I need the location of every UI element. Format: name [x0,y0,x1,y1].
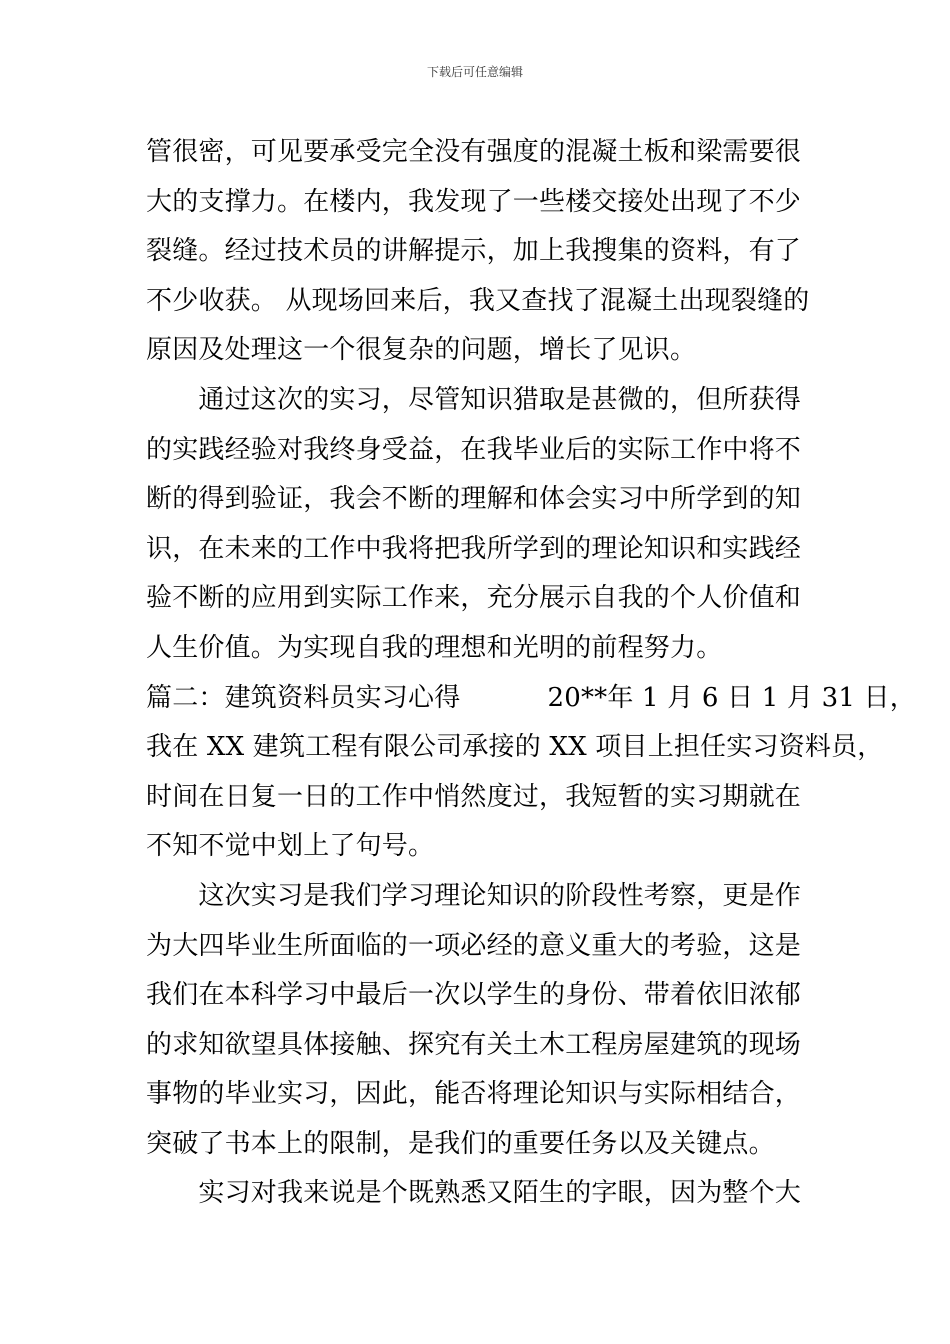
text-line: 实习对我来说是个既熟悉又陌生的字眼，因为整个大 [146,1178,802,1209]
text-line: 人生价值。为实现自我的理想和光明的前程努力。 [146,632,723,663]
text-line: 这次实习是我们学习理论知识的阶段性考察，更是作 [146,880,802,911]
header-note: 下载后可任意编辑 [426,65,523,79]
text-line: 断的得到验证，我会不断的理解和体会实习中所学到的知 [146,484,802,515]
text-line: 我们在本科学习中最后一次以学生的身份、带着依旧浓郁 [146,980,802,1011]
text-line: 时间在日复一日的工作中悄然度过，我短暂的实习期就在 [146,781,802,812]
text-line: 管很密，可见要承受完全没有强度的混凝土板和梁需要很 [146,137,802,167]
text-line: 识，在未来的工作中我将把我所学到的理论知识和实践经 [146,533,802,564]
text-line: 我在 XX 建筑工程有限公司承接的 XX 项目上担任实习资料员， [146,732,884,763]
text-line: 突破了书本上的限制，是我们的重要任务以及关键点。 [146,1128,775,1159]
text-line: 的实践经验对我终身受益，在我毕业后的实际工作中将不 [146,434,802,465]
text-line: 裂缝。经过技术员的讲解提示，加上我搜集的资料，有了 [146,236,802,267]
text-line: 大的支撑力。在楼内，我发现了一些楼交接处出现了不少 [146,186,802,217]
section-heading-line: 篇二：建筑资料员实习心得 20**年 1 月 6 日 1 月 31 日， [146,682,916,713]
text-line: 不知不觉中划上了句号。 [146,831,435,862]
text-line: 原因及处理这一个很复杂的问题，增长了见识。 [146,335,697,366]
text-line: 为大四毕业生所面临的一项必经的意义重大的考验，这是 [146,930,802,961]
text-line: 不少收获。 从现场回来后，我又查找了混凝土出现裂缝的 [146,285,810,316]
text-line: 通过这次的实习，尽管知识猎取是甚微的，但所获得 [146,384,802,415]
text-line: 事物的毕业实习，因此，能否将理论知识与实际相结合， [146,1079,802,1110]
document-body [146,128,916,1219]
text-line: 验不断的应用到实际工作来，充分展示自我的个人价值和 [146,583,802,614]
text-line: 的求知欲望具体接触、探究有关土木工程房屋建筑的现场 [146,1029,802,1060]
